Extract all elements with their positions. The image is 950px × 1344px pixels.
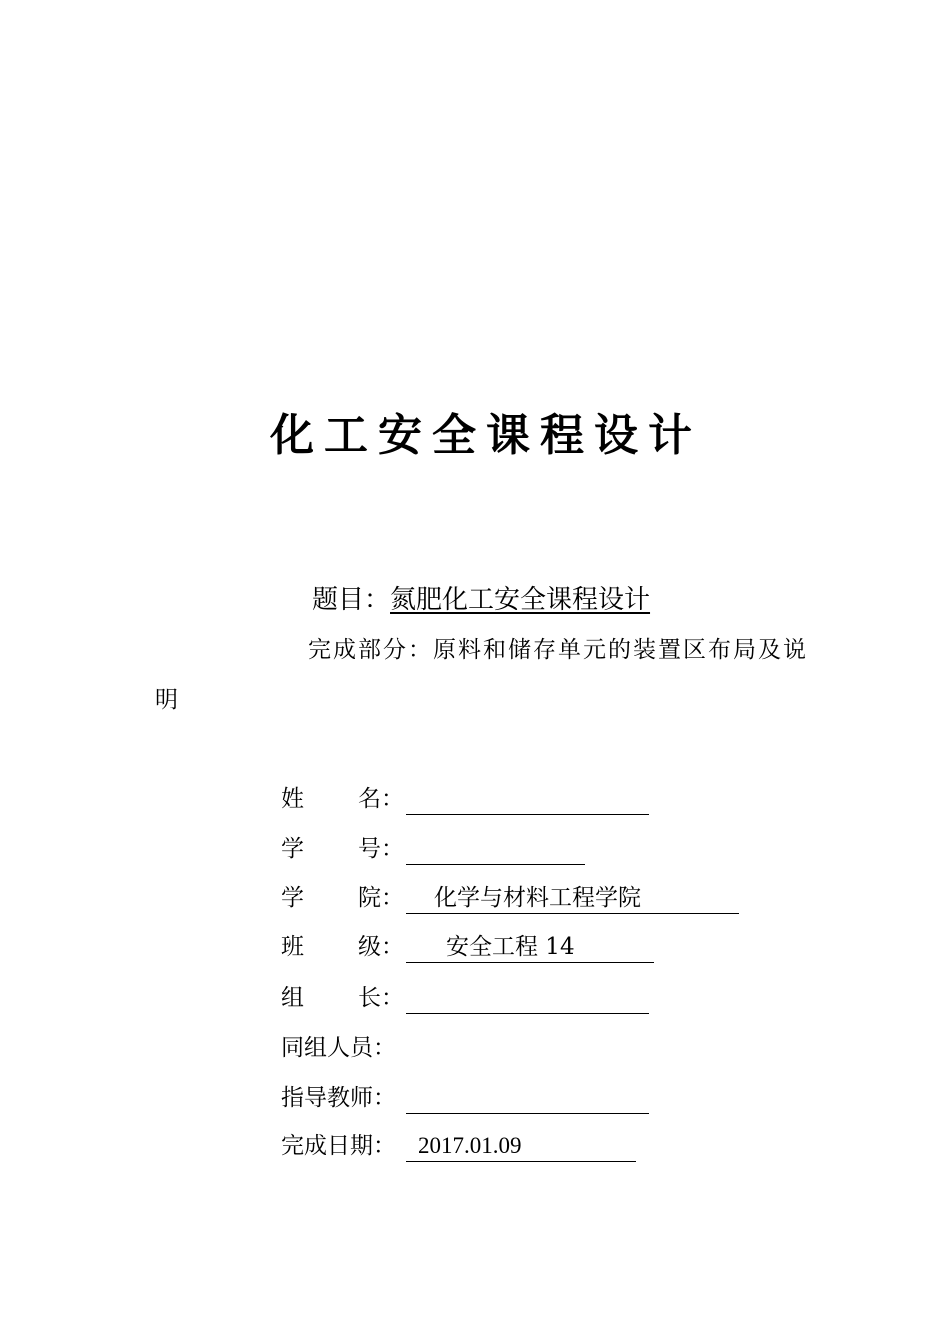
completed-part-line-2: 明 bbox=[155, 687, 178, 713]
topic-value: 氮肥化工安全课程设计 bbox=[390, 585, 651, 615]
advisor-field bbox=[281, 1080, 649, 1116]
class-label: 班 级： bbox=[281, 934, 404, 960]
date-value: 2017.01.09 bbox=[418, 1133, 522, 1158]
student-id-label: 学 号： bbox=[281, 836, 404, 862]
name-blank bbox=[406, 781, 649, 815]
members-label: 同组人员： bbox=[281, 1035, 396, 1061]
name-field bbox=[281, 781, 649, 817]
date-label: 完成日期： bbox=[281, 1133, 396, 1159]
class-value: 安全工程 14 bbox=[446, 934, 575, 960]
leader-label: 组 长： bbox=[281, 985, 404, 1011]
advisor-blank bbox=[406, 1080, 649, 1114]
college-label: 学 院： bbox=[281, 885, 404, 911]
topic-line bbox=[312, 582, 650, 618]
class-value-line bbox=[406, 929, 654, 963]
members-field bbox=[281, 1030, 406, 1066]
college-value: 化学与材料工程学院 bbox=[434, 885, 641, 911]
date-value-line bbox=[406, 1128, 636, 1162]
document-title: 化工安全课程设计 bbox=[270, 410, 702, 461]
advisor-label: 指导教师： bbox=[281, 1085, 396, 1111]
class-field bbox=[281, 929, 654, 965]
student-id-blank bbox=[406, 831, 585, 865]
topic-label: 题目： bbox=[312, 585, 391, 615]
student-id-field bbox=[281, 831, 585, 867]
leader-blank bbox=[406, 980, 649, 1014]
leader-field bbox=[281, 980, 649, 1016]
completed-part-line-1: 完成部分：原料和储存单元的装置区布局及说 bbox=[308, 637, 808, 663]
college-value-line bbox=[406, 880, 739, 914]
date-field bbox=[281, 1128, 636, 1164]
name-label: 姓 名： bbox=[281, 786, 404, 812]
college-field bbox=[281, 880, 739, 916]
